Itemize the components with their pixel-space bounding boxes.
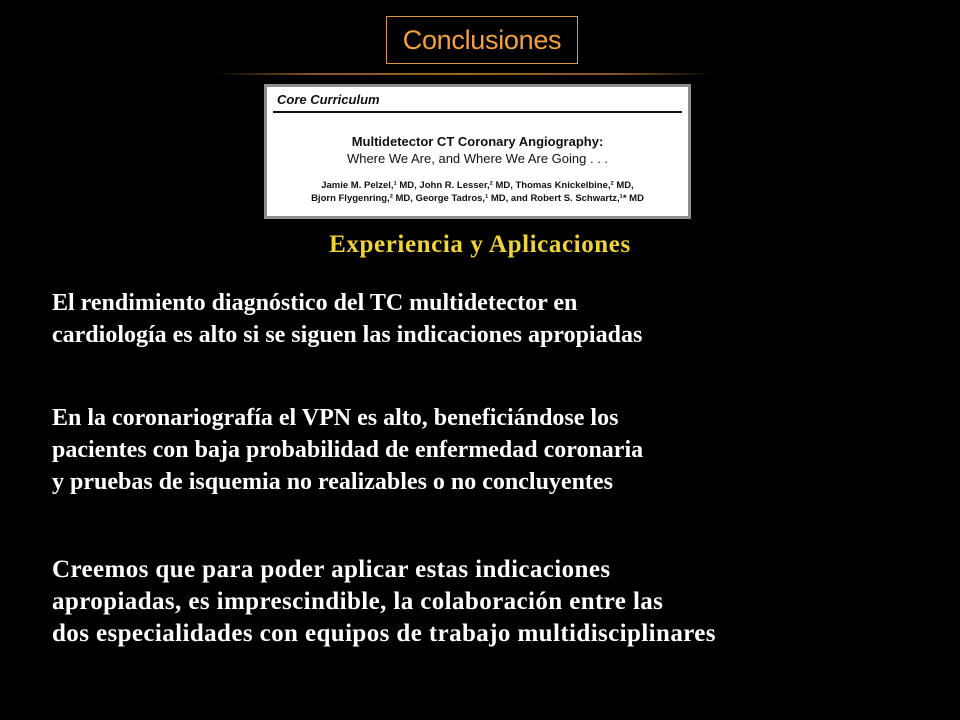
paragraph-line: El rendimiento diagnóstico del TC multidetector en	[52, 290, 578, 316]
article-authors-line: Bjorn Flygenring,² MD, George Tadros,¹ MD, and Robert S. Schwartz,¹* MD	[311, 193, 644, 204]
article-authors-line: Jamie M. Pelzel,¹ MD, John R. Lesser,² MD, Thomas Knickelbine,² MD,	[321, 180, 634, 191]
paragraph-line: y pruebas de isquemia no realizables o no concluyentes	[52, 469, 613, 495]
conclusion-paragraph-collaboration	[52, 554, 716, 650]
article-authors	[267, 179, 688, 205]
slide-title: Conclusiones	[402, 24, 562, 55]
paragraph-line: pacientes con baja probabilidad de enfermedad coronaria	[52, 437, 644, 463]
article-title: Multidetector CT Coronary Angiography:	[351, 134, 604, 149]
paragraph-line: Creemos que para poder aplicar estas indicaciones	[52, 556, 611, 583]
slide-title-box	[386, 16, 578, 64]
title-divider	[214, 73, 714, 75]
paragraph-line: cardiología es alto si se siguen las indicaciones apropiadas	[52, 322, 643, 348]
section-subheading: Experiencia y Aplicaciones	[329, 231, 631, 258]
conclusion-paragraph-coronariography	[52, 402, 643, 498]
paragraph-line: dos especialidades con equipos de trabajo multidisciplinares	[52, 620, 716, 647]
article-excerpt-image	[264, 84, 691, 219]
paragraph-line: apropiadas, es imprescindible, la colaboración entre las	[52, 588, 664, 615]
article-section-header: Core Curriculum	[277, 92, 380, 107]
article-subtitle: Where We Are, and Where We Are Going . . .	[346, 151, 609, 166]
conclusion-paragraph-performance	[52, 287, 642, 351]
paragraph-line: En la coronariografía el VPN es alto, beneficiándose los	[52, 405, 619, 431]
article-header-rule	[273, 111, 682, 113]
